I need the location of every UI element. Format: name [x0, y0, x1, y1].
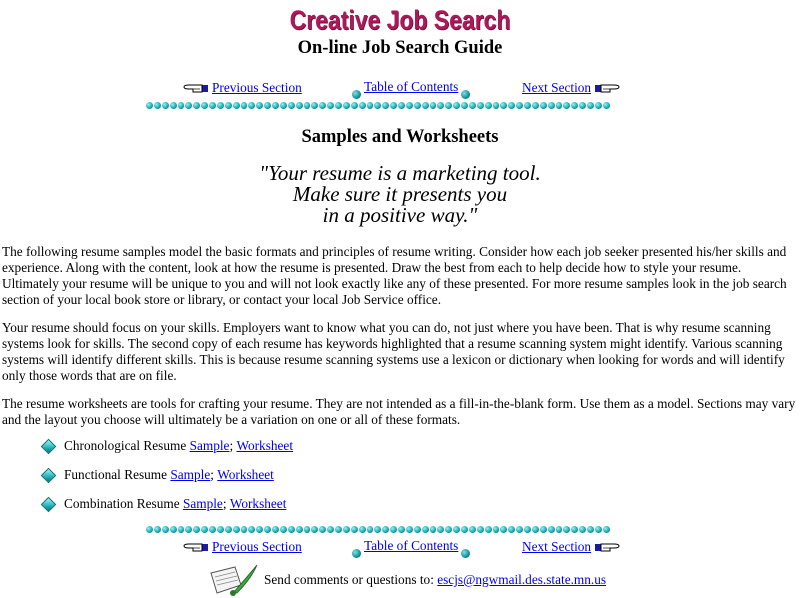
list-item — [40, 467, 274, 483]
teal-ball-icon — [352, 90, 361, 99]
divider-bead — [201, 526, 208, 533]
pointing-hand-left-icon — [183, 540, 209, 554]
divider-bead — [414, 526, 421, 533]
teal-ball-icon — [461, 90, 470, 99]
teal-ball-icon — [352, 549, 361, 558]
divider-bead — [398, 102, 405, 109]
resume-type-label: Chronological Resume — [64, 438, 187, 453]
divider-bead — [461, 526, 468, 533]
divider-bead — [248, 102, 255, 109]
teal-ball-icon — [461, 549, 470, 558]
divider-bead — [170, 526, 177, 533]
divider-bead — [508, 526, 515, 533]
divider-bead — [256, 526, 263, 533]
divider-bead — [485, 102, 492, 109]
divider-bead — [154, 526, 161, 533]
previous-section-link[interactable]: Previous Section — [212, 539, 302, 554]
divider-bead — [595, 526, 602, 533]
teal-diamond-bullet-icon — [41, 496, 57, 512]
divider-bead — [304, 102, 311, 109]
divider-bead — [548, 102, 555, 109]
divider-bead — [477, 102, 484, 109]
divider-bead — [170, 102, 177, 109]
site-logo: Creative Job Search — [289, 5, 511, 35]
bead-divider — [146, 102, 611, 112]
divider-bead — [571, 526, 578, 533]
divider-bead — [430, 526, 437, 533]
divider-bead — [280, 526, 287, 533]
combination-worksheet-link[interactable]: Worksheet — [229, 496, 287, 511]
divider-bead — [524, 526, 531, 533]
divider-bead — [422, 526, 429, 533]
divider-bead — [382, 102, 389, 109]
divider-bead — [193, 526, 200, 533]
combination-sample-link[interactable]: Sample — [182, 496, 223, 511]
divider-bead — [524, 102, 531, 109]
worksheets-paragraph: The resume worksheets are tools for crafting your resume. They are not intended as a fill-in-the-blank form. Use them as a model. Sections may vary and the layout you choose will ultimately be a variation on one or all of these formats. — [2, 396, 796, 427]
pointing-hand-left-icon — [183, 81, 209, 95]
divider-bead — [319, 526, 326, 533]
divider-bead — [603, 102, 610, 109]
divider-bead — [390, 526, 397, 533]
divider-bead — [319, 102, 326, 109]
next-section-link[interactable]: Next Section — [522, 80, 592, 95]
list-separator: ; — [229, 438, 234, 453]
divider-bead — [540, 102, 547, 109]
functional-sample-link[interactable]: Sample — [170, 467, 211, 482]
divider-bead — [327, 102, 334, 109]
divider-bead — [579, 526, 586, 533]
chronological-worksheet-link[interactable]: Worksheet — [236, 438, 294, 453]
list-separator: ; — [222, 496, 227, 511]
divider-bead — [288, 102, 295, 109]
divider-bead — [374, 102, 381, 109]
divider-bead — [162, 102, 169, 109]
divider-bead — [256, 102, 263, 109]
divider-bead — [532, 102, 539, 109]
divider-bead — [343, 102, 350, 109]
divider-bead — [225, 102, 232, 109]
previous-section-link[interactable]: Previous Section — [212, 80, 302, 95]
divider-bead — [178, 526, 185, 533]
divider-bead — [264, 526, 271, 533]
divider-bead — [351, 526, 358, 533]
divider-bead — [556, 102, 563, 109]
divider-bead — [367, 102, 374, 109]
list-item — [40, 496, 286, 512]
divider-bead — [162, 526, 169, 533]
divider-bead — [477, 526, 484, 533]
divider-bead — [532, 526, 539, 533]
divider-bead — [390, 102, 397, 109]
table-of-contents-link[interactable]: Table of Contents — [364, 537, 459, 553]
divider-bead — [335, 102, 342, 109]
resume-type-label: Combination Resume — [64, 496, 180, 511]
list-item — [40, 438, 293, 454]
divider-bead — [154, 102, 161, 109]
divider-bead — [500, 102, 507, 109]
divider-bead — [469, 102, 476, 109]
divider-bead — [327, 526, 334, 533]
quote-line-2: Make sure it presents you — [292, 182, 508, 206]
teal-diamond-bullet-icon — [41, 438, 57, 454]
divider-bead — [288, 526, 295, 533]
divider-bead — [406, 102, 413, 109]
divider-bead — [241, 526, 248, 533]
divider-bead — [185, 526, 192, 533]
divider-bead — [437, 102, 444, 109]
divider-bead — [209, 526, 216, 533]
divider-bead — [280, 102, 287, 109]
divider-bead — [217, 102, 224, 109]
divider-bead — [359, 526, 366, 533]
divider-bead — [516, 526, 523, 533]
divider-bead — [359, 102, 366, 109]
resume-quote — [0, 163, 800, 226]
divider-bead — [343, 526, 350, 533]
pointing-hand-right-icon — [594, 81, 620, 95]
divider-bead — [264, 102, 271, 109]
divider-bead — [571, 102, 578, 109]
divider-bead — [563, 102, 570, 109]
divider-bead — [461, 102, 468, 109]
quill-paper-icon — [207, 563, 259, 597]
functional-worksheet-link[interactable]: Worksheet — [217, 467, 274, 482]
divider-bead — [398, 526, 405, 533]
divider-bead — [146, 102, 153, 109]
divider-bead — [304, 526, 311, 533]
next-section-link[interactable]: Next Section — [522, 539, 592, 554]
bead-divider — [146, 526, 611, 536]
divider-bead — [201, 102, 208, 109]
list-separator: ; — [210, 467, 214, 482]
divider-bead — [193, 102, 200, 109]
divider-bead — [603, 526, 610, 533]
divider-bead — [579, 102, 586, 109]
divider-bead — [225, 526, 232, 533]
divider-bead — [209, 102, 216, 109]
divider-bead — [556, 526, 563, 533]
divider-bead — [563, 526, 570, 533]
contact-email-link[interactable]: escjs@ngwmail.des.state.mn.us — [437, 572, 607, 587]
divider-bead — [374, 526, 381, 533]
divider-bead — [587, 102, 594, 109]
divider-bead — [493, 526, 500, 533]
pointing-hand-right-icon — [594, 540, 620, 554]
divider-bead — [493, 102, 500, 109]
divider-bead — [437, 526, 444, 533]
divider-bead — [296, 526, 303, 533]
bottom-nav — [0, 539, 800, 561]
divider-bead — [414, 102, 421, 109]
divider-bead — [296, 102, 303, 109]
divider-bead — [248, 526, 255, 533]
divider-bead — [430, 102, 437, 109]
divider-bead — [445, 102, 452, 109]
divider-bead — [422, 102, 429, 109]
divider-bead — [382, 526, 389, 533]
divider-bead — [178, 102, 185, 109]
top-nav — [0, 80, 800, 102]
intro-paragraph: The following resume samples model the basic formats and principles of resume writing. Consider how each job seeker presented his/her skills and experience. Along with the content, look at how the resume is presented. Draw the best from each to help decide how to style your resume. Ultimately your resume will be unique to you and will not look exactly like any of these presented. For more resume samples look in the job search section of your local book store or library, or contact your local Job Service office. — [2, 244, 787, 307]
divider-bead — [146, 526, 153, 533]
divider-bead — [516, 102, 523, 109]
divider-bead — [500, 526, 507, 533]
divider-bead — [367, 526, 374, 533]
divider-bead — [272, 526, 279, 533]
divider-bead — [548, 526, 555, 533]
divider-bead — [540, 526, 547, 533]
divider-bead — [241, 102, 248, 109]
section-title: Samples and Worksheets — [301, 127, 499, 147]
footer-text: Send comments or questions to: — [264, 572, 434, 587]
quote-line-1: "Your resume is a marketing tool. — [259, 161, 541, 185]
divider-bead — [485, 526, 492, 533]
divider-bead — [453, 526, 460, 533]
divider-bead — [185, 102, 192, 109]
divider-bead — [311, 526, 318, 533]
divider-bead — [445, 526, 452, 533]
resume-type-label: Functional Resume — [64, 467, 168, 482]
skills-paragraph: Your resume should focus on your skills. Employers want to know what you can do, not just where you have been. That is why resume scanning systems look for skills. The second copy of each resume has keywords highlighted that a resume scanning system might identify. Various scanning systems will identify different skills. This is because resume scanning systems use a lexicon or dictionary when looking for words and will identify only those words that are on file. — [2, 320, 785, 383]
divider-bead — [311, 102, 318, 109]
divider-bead — [217, 526, 224, 533]
chronological-sample-link[interactable]: Sample — [189, 438, 230, 453]
quote-line-3: in a positive way." — [322, 203, 478, 227]
table-of-contents-link[interactable]: Table of Contents — [364, 78, 459, 94]
divider-bead — [351, 102, 358, 109]
divider-bead — [508, 102, 515, 109]
teal-diamond-bullet-icon — [41, 467, 57, 483]
divider-bead — [587, 526, 594, 533]
divider-bead — [406, 526, 413, 533]
page-subtitle: On-line Job Search Guide — [297, 38, 503, 58]
divider-bead — [335, 526, 342, 533]
footer — [207, 563, 606, 597]
divider-bead — [233, 102, 240, 109]
divider-bead — [453, 102, 460, 109]
divider-bead — [272, 102, 279, 109]
divider-bead — [233, 526, 240, 533]
divider-bead — [469, 526, 476, 533]
divider-bead — [595, 102, 602, 109]
